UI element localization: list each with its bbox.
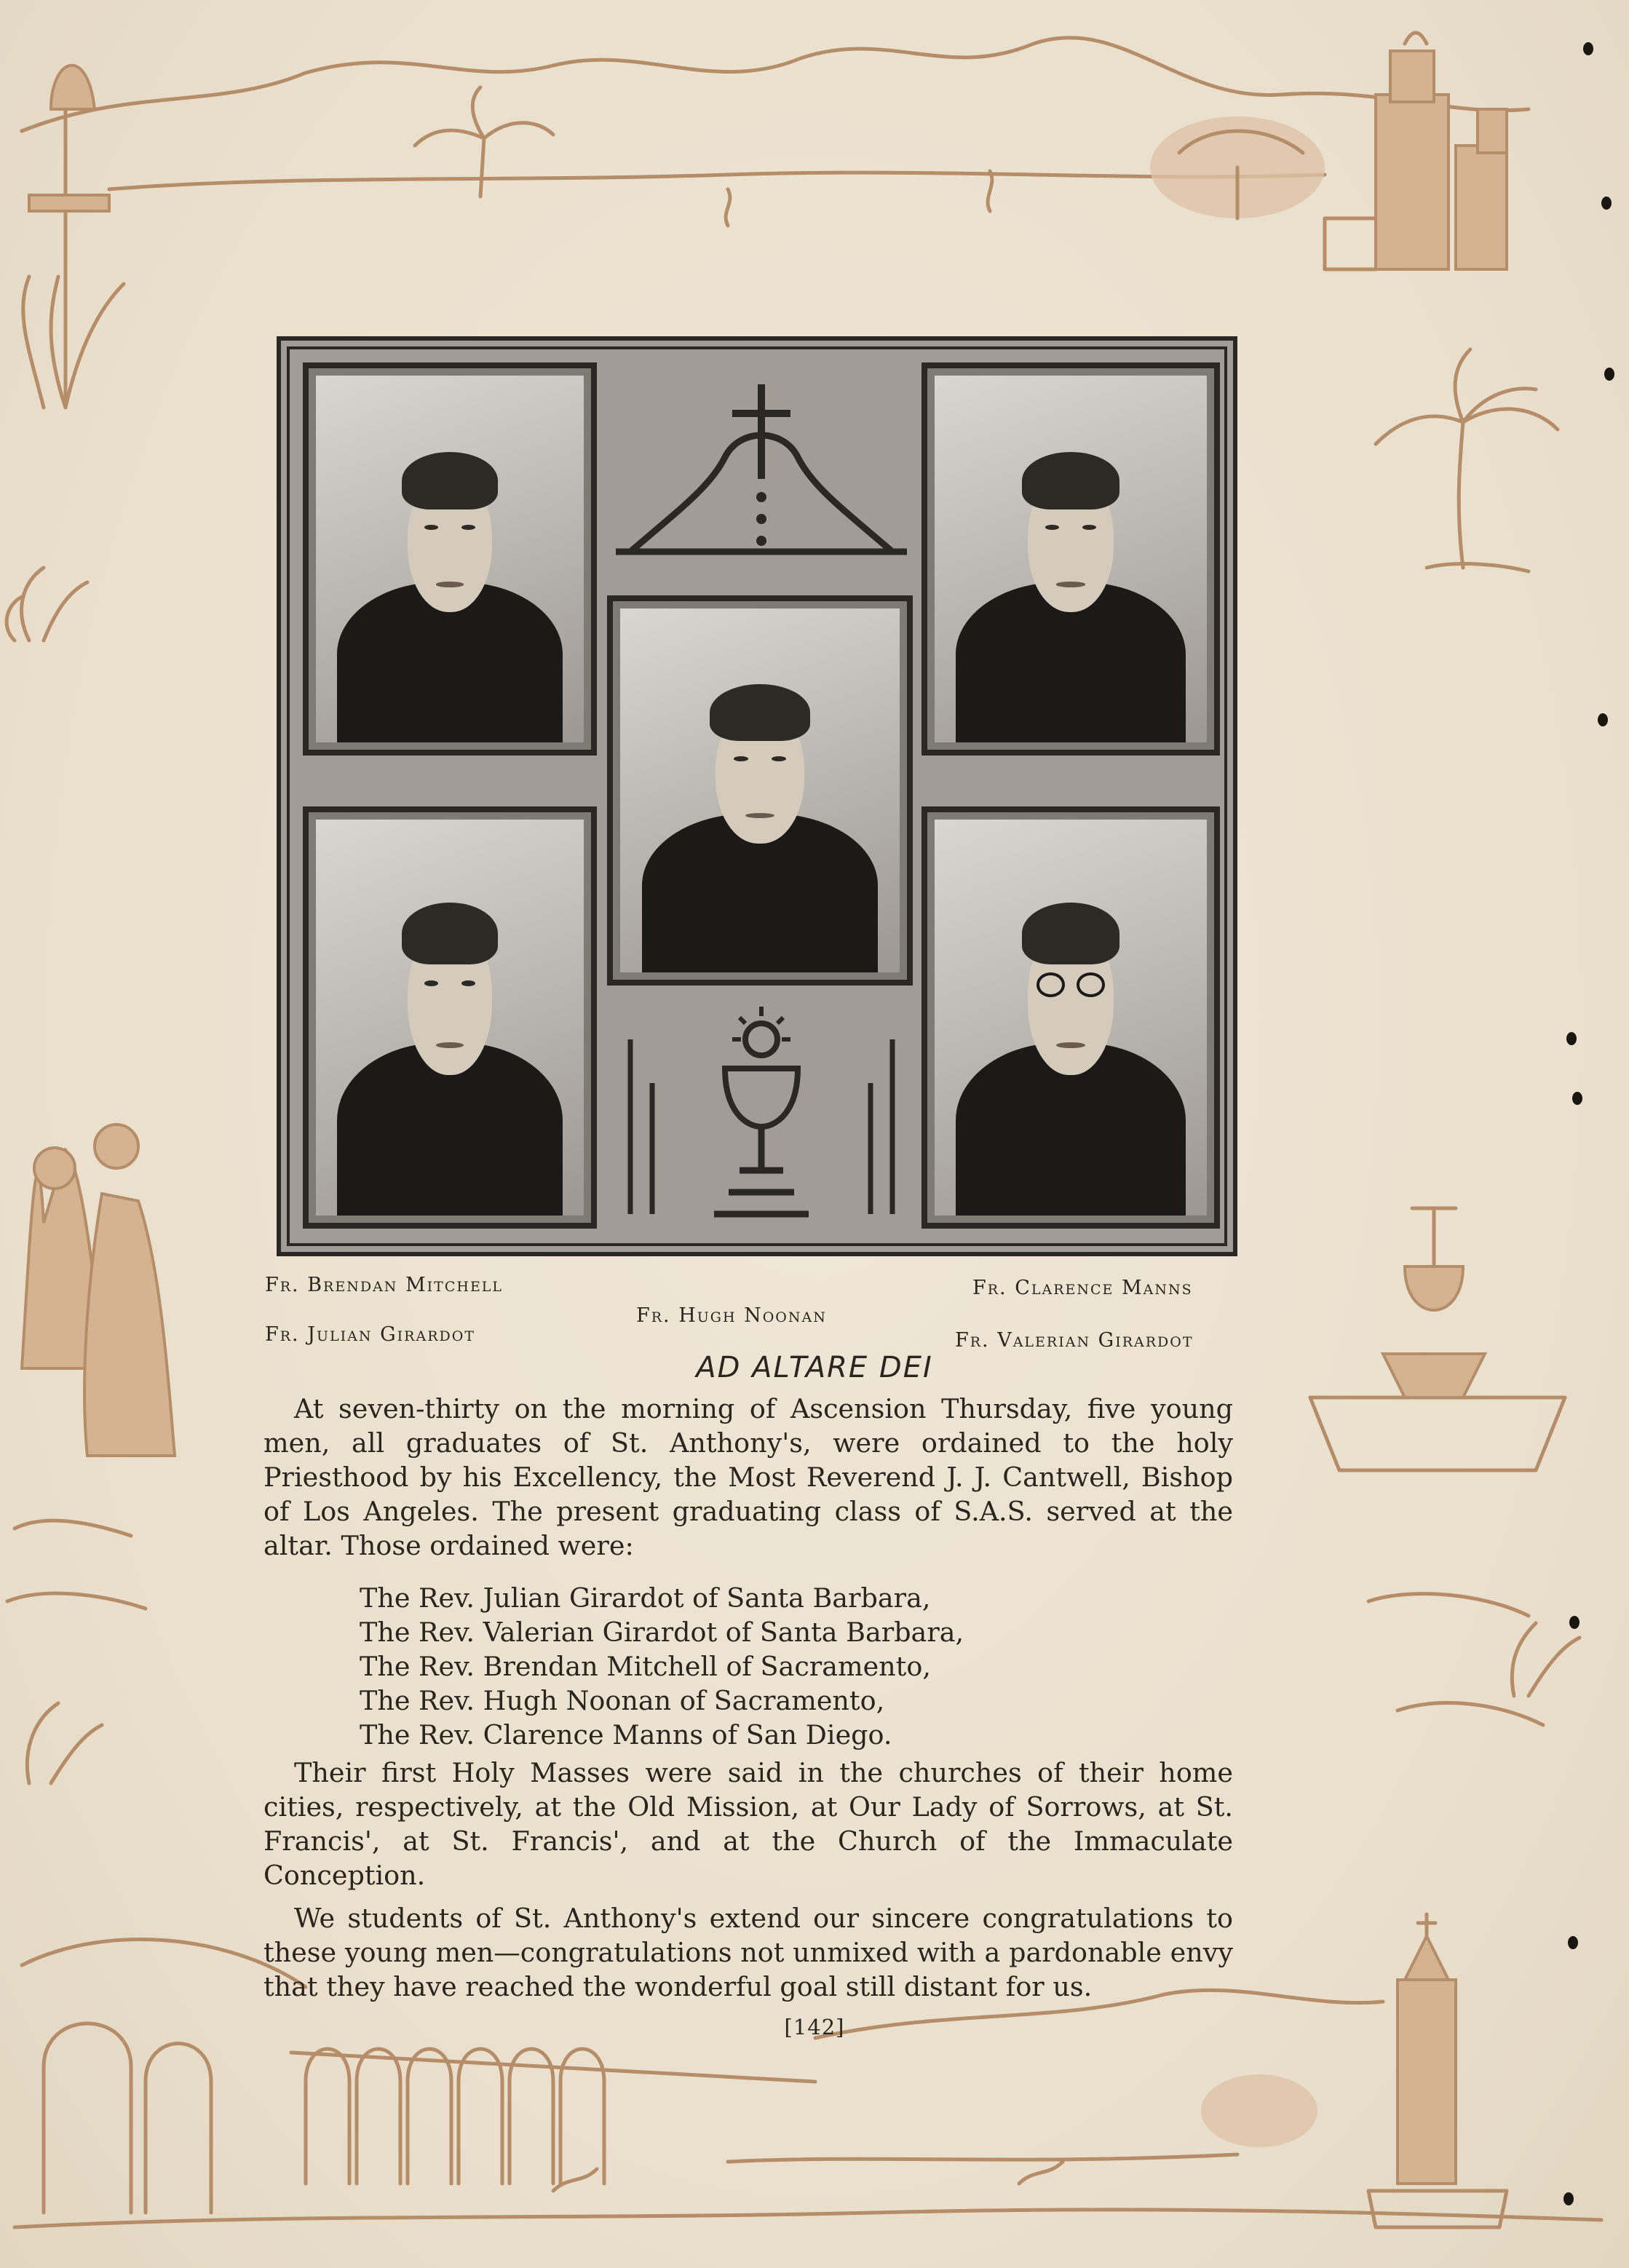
portrait-clarence-manns bbox=[921, 362, 1220, 756]
caption-hugh-noonan: Fr. Hugh Noonan bbox=[636, 1304, 827, 1327]
caption-julian-girardot: Fr. Julian Girardot bbox=[265, 1323, 475, 1346]
paragraph-text: Their first Holy Masses were said in the churches of their home cities, respectively, at the Old Mission, at Our Lady of Sorrows, at St. Francis', at St. Francis', and at the Church of the Immaculate Conception. bbox=[263, 1757, 1233, 1891]
paragraph-text: We students of St. Anthony's extend our sincere congratulations to these young men—congratulations not unmixed with a pardonable envy that they have reached the wonderful goal still distant for us. bbox=[263, 1903, 1233, 2002]
portrait-valerian-girardot bbox=[921, 806, 1220, 1229]
list-item: The Rev. Julian Girardot of Santa Barbara, bbox=[360, 1582, 931, 1614]
binding-hole bbox=[1569, 1616, 1580, 1629]
portrait-julian-girardot bbox=[303, 806, 597, 1229]
binding-hole bbox=[1604, 368, 1614, 381]
binding-hole bbox=[1583, 42, 1593, 55]
article-paragraph-2 bbox=[263, 1756, 1233, 1892]
list-item: The Rev. Hugh Noonan of Sacramento, bbox=[360, 1685, 885, 1716]
chalice-ornament-icon bbox=[601, 996, 921, 1243]
binding-hole bbox=[1568, 1936, 1578, 1949]
cross-ornament-icon bbox=[601, 370, 921, 581]
list-item: The Rev. Clarence Manns of San Diego. bbox=[360, 1719, 892, 1750]
binding-hole bbox=[1572, 1092, 1582, 1105]
caption-brendan-mitchell: Fr. Brendan Mitchell bbox=[265, 1274, 504, 1296]
page-number: [142] bbox=[784, 2015, 845, 2039]
portrait-brendan-mitchell bbox=[303, 362, 597, 756]
article-paragraph-3 bbox=[263, 1901, 1233, 2004]
portrait-hugh-noonan bbox=[607, 595, 913, 986]
ordination-photo-composite bbox=[277, 336, 1237, 1256]
binding-hole bbox=[1601, 197, 1612, 210]
paragraph-text: At seven-thirty on the morning of Ascension Thursday, five young men, all graduates of St. Anthony's, were ordained to the holy Priesthood by his Excellency, the Most Reverend J. J. Cantwell, Bishop of Los Angeles. The present graduating class of S.A.S. served at the altar. Those ordained were: bbox=[263, 1393, 1233, 1561]
binding-hole bbox=[1563, 2192, 1574, 2205]
article-title: AD ALTARE DEI bbox=[696, 1351, 933, 1384]
binding-hole bbox=[1598, 713, 1608, 726]
binding-hole bbox=[1566, 1032, 1577, 1045]
list-item: The Rev. Valerian Girardot of Santa Barbara, bbox=[360, 1617, 964, 1648]
article-paragraph-1 bbox=[263, 1392, 1233, 1563]
caption-valerian-girardot: Fr. Valerian Girardot bbox=[955, 1329, 1194, 1352]
list-item: The Rev. Brendan Mitchell of Sacramento, bbox=[360, 1651, 931, 1682]
caption-clarence-manns: Fr. Clarence Manns bbox=[972, 1277, 1193, 1299]
ordained-list bbox=[360, 1581, 964, 1752]
